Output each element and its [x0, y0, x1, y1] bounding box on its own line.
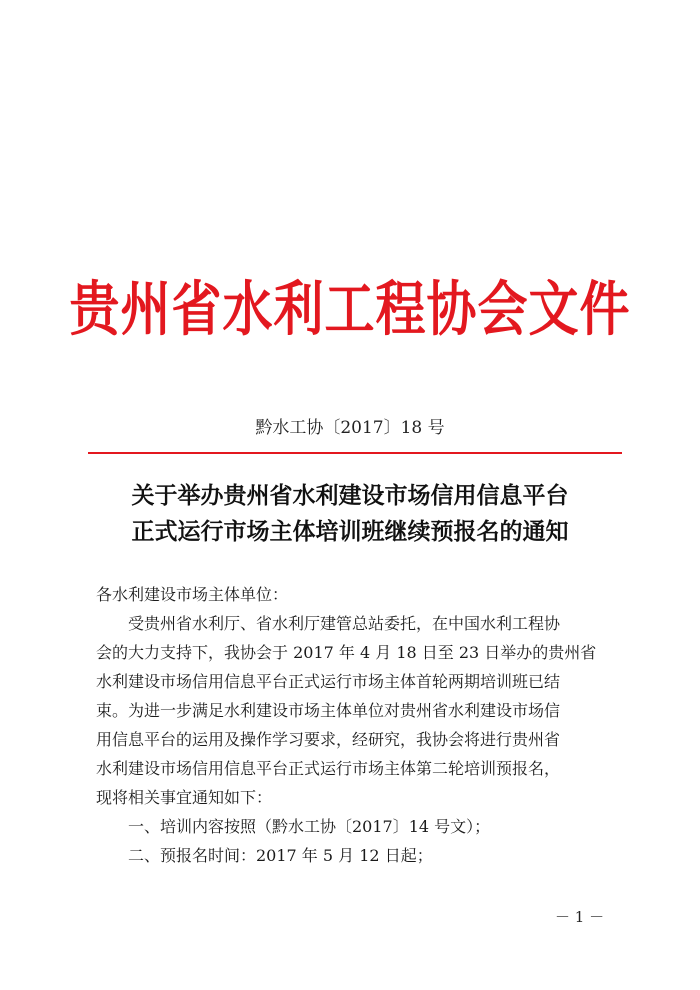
paragraph-line: 现将相关事宜通知如下：	[96, 788, 273, 807]
document-number: 黔水工协〔2017〕18 号	[255, 418, 445, 438]
paragraph-line: 用信息平台的运用及操作学习要求，经研究，我协会将进行贵州省	[96, 730, 561, 749]
paragraph-line: 束。为进一步满足水利建设市场主体单位对贵州省水利建设市场信	[96, 701, 561, 720]
notice-title	[0, 478, 700, 550]
notice-title-line-2: 正式运行市场主体培训班继续预报名的通知	[131, 518, 569, 545]
paragraph-line: 水利建设市场信用信息平台正式运行市场主体首轮两期培训班已结	[96, 672, 561, 691]
salutation: 各水利建设市场主体单位：	[96, 585, 289, 604]
page-number: － 1 －	[555, 908, 605, 926]
red-divider-line	[88, 452, 622, 454]
paragraph-line: 受贵州省水利厅、省水利厅建管总站委托，在中国水利工程协	[128, 614, 561, 633]
notice-title-line-1: 关于举办贵州省水利建设市场信用信息平台	[131, 482, 569, 509]
paragraph-line: 水利建设市场信用信息平台正式运行市场主体第二轮培训预报名，	[96, 759, 561, 778]
list-item: 二、预报名时间：2017 年 5 月 12 日起；	[128, 846, 433, 865]
paragraph-line: 会的大力支持下，我协会于 2017 年 4 月 18 日至 23 日举办的贵州省	[96, 643, 597, 662]
list-item: 一、培训内容按照（黔水工协〔2017〕14 号文）；	[128, 817, 491, 836]
notice-body	[96, 580, 608, 870]
document-header-title: 贵州省水利工程协会文件	[69, 275, 631, 344]
